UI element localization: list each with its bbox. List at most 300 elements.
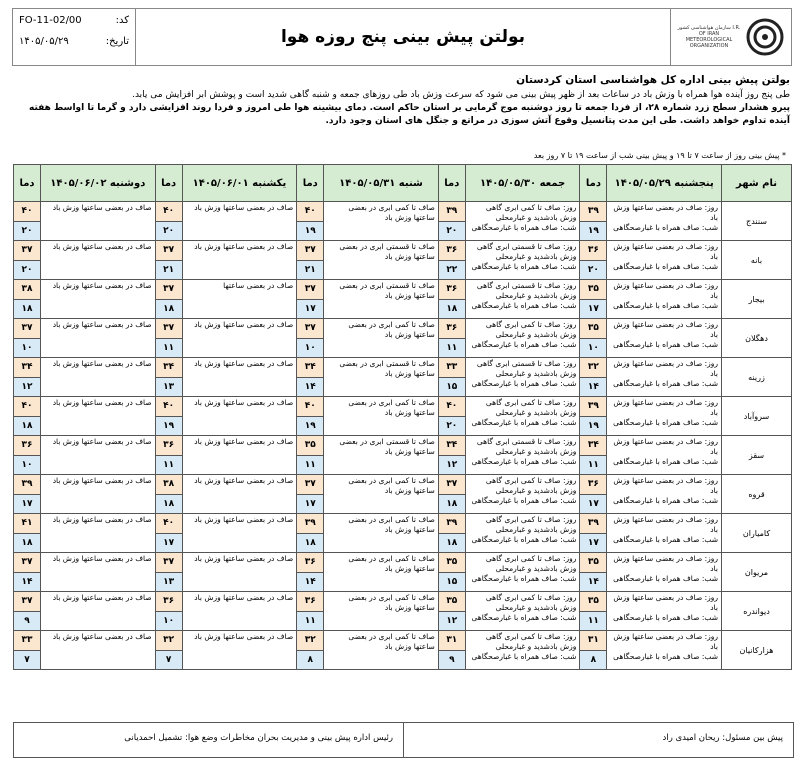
- min-temp: ۱۰: [156, 612, 182, 631]
- min-temp: ۲۱: [156, 261, 182, 280]
- min-temp: ۱۷: [297, 495, 323, 514]
- max-temp: ۳۶: [439, 241, 465, 261]
- forecast-cell: [297, 319, 439, 358]
- forecast-cell: [297, 241, 439, 280]
- forecast-text: روز: صاف تا کمی ابری گاهی وزش بادشدید و غبارمحلی شب: صاف همراه با غبارصحگاهی: [471, 398, 577, 427]
- table-row: [14, 319, 792, 358]
- min-temp: ۱۸: [156, 495, 182, 514]
- forecast-cell: [438, 397, 580, 436]
- min-temp: ۱۲: [14, 378, 40, 397]
- min-temp: ۱۰: [297, 339, 323, 358]
- max-temp: ۴۰: [297, 397, 323, 417]
- forecast-text: صاف در بعضی ساعتها وزش باد: [52, 515, 152, 524]
- table-row: [14, 514, 792, 553]
- forecast-text: صاف تا کمی ابری در بعضی ساعتها وزش باد: [348, 320, 435, 339]
- forecast-cell: [297, 592, 439, 631]
- forecast-text: روز: صاف تا کمی ابری گاهی وزش بادشدید و غبارمحلی شب: صاف همراه با غبارصحگاهی: [471, 632, 577, 661]
- max-temp: ۳۷: [297, 319, 323, 339]
- forecast-text: روز: صاف تا کمی ابری گاهی وزش بادشدید و غبارمحلی شب: صاف همراه با غبارصحگاهی: [471, 593, 577, 622]
- forecast-cell: [580, 241, 722, 280]
- max-temp: ۳۷: [156, 280, 182, 300]
- forecast-cell: [297, 280, 439, 319]
- min-temp: ۱۹: [156, 417, 182, 436]
- max-temp: ۳۸: [14, 280, 40, 300]
- min-temp: ۲۰: [156, 222, 182, 241]
- city-name: سنندج: [722, 202, 792, 241]
- forecast-note: * پیش بینی روز از ساعت ۷ تا ۱۹ و پیش بینی شب از ساعت ۱۹ تا ۷ روز بعد: [533, 151, 786, 160]
- max-temp: ۴۰: [439, 397, 465, 417]
- min-temp: ۱۱: [580, 456, 606, 475]
- forecast-cell: [14, 436, 156, 475]
- min-temp: ۹: [14, 612, 40, 631]
- forecast-text: روز: صاف در بعضی ساعتها وزش باد شب: صاف همراه با غبارصحگاهی: [613, 593, 718, 622]
- min-temp: ۱۷: [580, 495, 606, 514]
- min-temp: ۱۷: [14, 495, 40, 514]
- min-temp: ۱۹: [297, 417, 323, 436]
- max-temp: ۴۰: [14, 397, 40, 417]
- max-temp: ۳۹: [439, 514, 465, 534]
- forecast-text: روز: صاف در بعضی ساعتها وزش باد شب: صاف همراه با غبارصحگاهی: [613, 632, 718, 661]
- city-name: بانه: [722, 241, 792, 280]
- max-temp: ۳۶: [297, 553, 323, 573]
- forecast-text: روز: صاف در بعضی ساعتها وزش باد شب: صاف همراه با غبارصحگاهی: [613, 281, 718, 310]
- forecast-text: روز: صاف تا کمی ابری گاهی وزش بادشدید و غبارمحلی شب: صاف همراه با غبارصحگاهی: [471, 476, 577, 505]
- forecast-text: روز: صاف در بعضی ساعتها وزش باد شب: صاف همراه با غبارصحگاهی: [613, 398, 718, 427]
- table-row: [14, 397, 792, 436]
- forecast-cell: [14, 397, 156, 436]
- forecaster-signature: پیش بین مسئول: ریحان امیدی راد: [662, 733, 783, 743]
- forecast-cell: [155, 475, 297, 514]
- forecast-cell: [438, 553, 580, 592]
- forecast-text: صاف در بعضی ساعتها وزش باد: [52, 320, 152, 329]
- forecast-text: روز: صاف تا کمی ابری گاهی وزش بادشدید و غبارمحلی شب: صاف همراه با غبارصحگاهی: [471, 320, 577, 349]
- forecast-table: [13, 164, 792, 670]
- min-temp: ۱۸: [439, 534, 465, 553]
- city-name: دیواندره: [722, 592, 792, 631]
- table-row: [14, 241, 792, 280]
- forecast-cell: [14, 514, 156, 553]
- forecast-cell: [297, 358, 439, 397]
- day-header: [438, 165, 580, 202]
- min-temp: ۱۰: [14, 456, 40, 475]
- min-temp: ۱۸: [14, 534, 40, 553]
- max-temp: ۳۵: [439, 592, 465, 612]
- day-header: [155, 165, 297, 202]
- max-temp: ۳۲: [297, 631, 323, 651]
- max-temp: ۴۰: [156, 514, 182, 534]
- max-temp: ۳۶: [14, 436, 40, 456]
- forecast-cell: [580, 436, 722, 475]
- bulletin-header: [12, 8, 792, 66]
- max-temp: ۳۵: [580, 592, 606, 612]
- forecast-text: صاف تا کمی ابری در بعضی ساعتها وزش باد: [348, 203, 435, 222]
- max-temp: ۳۳: [14, 631, 40, 651]
- min-temp: ۱۱: [156, 339, 182, 358]
- max-temp: ۳۹: [14, 475, 40, 495]
- city-name: زرینه: [722, 358, 792, 397]
- city-name: دهگلان: [722, 319, 792, 358]
- org-logo: [670, 9, 791, 65]
- min-temp: ۲۰: [14, 222, 40, 241]
- max-temp: ۳۹: [580, 397, 606, 417]
- forecast-cell: [14, 319, 156, 358]
- min-temp: ۱۰: [580, 339, 606, 358]
- max-temp: ۳۵: [439, 553, 465, 573]
- forecast-cell: [14, 280, 156, 319]
- max-temp: ۳۴: [14, 358, 40, 378]
- forecast-cell: [14, 592, 156, 631]
- forecast-cell: [155, 280, 297, 319]
- min-temp: ۱۱: [297, 612, 323, 631]
- min-temp: ۱۸: [156, 300, 182, 319]
- forecast-cell: [14, 631, 156, 670]
- max-temp: ۴۱: [14, 514, 40, 534]
- city-name: بیجار: [722, 280, 792, 319]
- temp-header: دما: [439, 165, 466, 201]
- min-temp: ۱۲: [439, 612, 465, 631]
- max-temp: ۳۷: [439, 475, 465, 495]
- min-temp: ۱۹: [580, 222, 606, 241]
- forecast-text: روز: صاف در بعضی ساعتها وزش باد شب: صاف همراه با غبارصحگاهی: [613, 359, 718, 388]
- min-temp: ۲۲: [439, 261, 465, 280]
- forecast-cell: [580, 202, 722, 241]
- max-temp: ۳۲: [156, 631, 182, 651]
- day-label: دوشنبه ۱۴۰۵/۰۶/۰۲: [50, 177, 146, 189]
- max-temp: ۳۹: [297, 514, 323, 534]
- page-title: بولتن پیش بینی پنج روزه هوا: [280, 27, 526, 47]
- forecast-cell: [580, 592, 722, 631]
- max-temp: ۳۷: [14, 241, 40, 261]
- min-temp: ۱۱: [580, 612, 606, 631]
- forecast-text: صاف در بعضی ساعتها وزش باد: [194, 632, 294, 641]
- city-name: هزارکانیان: [722, 631, 792, 670]
- forecast-text: صاف در بعضی ساعتها وزش باد: [52, 476, 152, 485]
- max-temp: ۴۰: [297, 202, 323, 222]
- table-header-row: [14, 165, 792, 202]
- forecast-text: صاف در بعضی ساعتها وزش باد: [52, 398, 152, 407]
- city-name: قروه: [722, 475, 792, 514]
- min-temp: ۱۸: [14, 300, 40, 319]
- forecast-text: روز: صاف تا قسمتی ابری گاهی وزش بادشدید و غبارمحلی شب: صاف همراه با غبارصحگاهی: [471, 242, 577, 271]
- temp-header: دما: [297, 165, 324, 201]
- forecast-cell: [438, 514, 580, 553]
- forecast-text: صاف در بعضی ساعتها وزش باد: [194, 593, 294, 602]
- min-temp: ۱۴: [297, 573, 323, 592]
- forecast-cell: [155, 514, 297, 553]
- manager-signature: رئیس اداره پیش بینی و مدیریت بحران مخاطرات وضع هوا: تشمیل احمدیانی: [14, 723, 404, 757]
- signature-footer: [13, 722, 794, 758]
- table-row: [14, 631, 792, 670]
- min-temp: ۱۴: [14, 573, 40, 592]
- forecast-text: صاف در بعضی ساعتها وزش باد: [194, 203, 294, 212]
- max-temp: ۳۷: [156, 319, 182, 339]
- city-name: کامیاران: [722, 514, 792, 553]
- max-temp: ۳۷: [14, 319, 40, 339]
- forecast-cell: [580, 397, 722, 436]
- forecast-text: صاف تا قسمتی ابری در بعضی ساعتها وزش باد: [339, 281, 435, 300]
- max-temp: ۳۹: [439, 202, 465, 222]
- forecast-text: روز: صاف تا کمی ابری گاهی وزش بادشدید و غبارمحلی شب: صاف همراه با غبارصحگاهی: [471, 554, 577, 583]
- max-temp: ۳۴: [580, 436, 606, 456]
- max-temp: ۳۴: [439, 436, 465, 456]
- date-value: ۱۴۰۵/۰۵/۲۹: [19, 36, 69, 47]
- max-temp: ۳۵: [297, 436, 323, 456]
- forecast-text: صاف در بعضی ساعتها وزش باد: [52, 593, 152, 602]
- min-temp: ۱۸: [14, 417, 40, 436]
- forecast-cell: [297, 397, 439, 436]
- forecast-table-body: [14, 202, 792, 670]
- forecast-cell: [297, 631, 439, 670]
- forecast-text: صاف در بعضی ساعتها: [223, 281, 294, 290]
- max-temp: ۴۰: [156, 202, 182, 222]
- forecast-cell: [438, 436, 580, 475]
- forecast-cell: [155, 319, 297, 358]
- forecast-text: روز: صاف تا کمی ابری گاهی وزش بادشدید و غبارمحلی شب: صاف همراه با غبارصحگاهی: [471, 515, 577, 544]
- forecast-text: صاف در بعضی ساعتها وزش باد: [52, 359, 152, 368]
- forecast-text: روز: صاف تا قسمتی ابری گاهی وزش بادشدید و غبارمحلی شب: صاف همراه با غبارصحگاهی: [471, 437, 577, 466]
- intro-section: [12, 74, 790, 128]
- min-temp: ۹: [439, 651, 465, 670]
- forecast-cell: [155, 592, 297, 631]
- code-value: FO-11-02/00: [19, 15, 82, 26]
- logo-text: سازمان هواشناسی کشور I.R. OF IRAN METEOROLOGICAL ORGANIZATION: [677, 25, 741, 49]
- min-temp: ۲۱: [297, 261, 323, 280]
- day-label: پنجشنبه ۱۴۰۵/۰۵/۲۹: [614, 177, 714, 189]
- min-temp: ۱۸: [297, 534, 323, 553]
- min-temp: ۲۰: [439, 417, 465, 436]
- max-temp: ۳۹: [580, 514, 606, 534]
- forecast-cell: [297, 553, 439, 592]
- forecast-cell: [14, 553, 156, 592]
- forecast-cell: [297, 202, 439, 241]
- forecast-text: صاف تا کمی ابری در بعضی ساعتها وزش باد: [348, 593, 435, 612]
- forecast-cell: [14, 202, 156, 241]
- min-temp: ۱۴: [580, 573, 606, 592]
- city-name: سروآباد: [722, 397, 792, 436]
- max-temp: ۳۶: [439, 319, 465, 339]
- forecast-cell: [580, 631, 722, 670]
- min-temp: ۱۱: [439, 339, 465, 358]
- forecast-cell: [438, 475, 580, 514]
- forecast-text: صاف تا قسمتی ابری در بعضی ساعتها وزش باد: [339, 359, 435, 378]
- max-temp: ۳۱: [580, 631, 606, 651]
- max-temp: ۳۶: [580, 475, 606, 495]
- min-temp: ۷: [14, 651, 40, 670]
- forecast-cell: [155, 631, 297, 670]
- forecast-text: صاف تا کمی ابری در بعضی ساعتها وزش باد: [348, 515, 435, 534]
- min-temp: ۱۹: [297, 222, 323, 241]
- forecast-cell: [14, 475, 156, 514]
- forecast-cell: [14, 358, 156, 397]
- max-temp: ۳۷: [297, 475, 323, 495]
- forecast-text: صاف در بعضی ساعتها وزش باد: [52, 242, 152, 251]
- forecast-cell: [155, 397, 297, 436]
- min-temp: ۱۷: [297, 300, 323, 319]
- bulletin-page: [4, 4, 796, 774]
- min-temp: ۱۷: [580, 300, 606, 319]
- forecast-cell: [580, 514, 722, 553]
- max-temp: ۳۵: [580, 319, 606, 339]
- intro-line-1: طی پنج روز آینده هوا همراه با وزش باد در ساعات بعد از ظهر پیش بینی می شود که سرعت وزش باد طی روزهای جمعه و شنبه گاهی شدید است و پوشش ابر افزایش می یابد.: [132, 90, 790, 100]
- max-temp: ۳۴: [297, 358, 323, 378]
- max-temp: ۳۷: [14, 553, 40, 573]
- min-temp: ۱۸: [439, 300, 465, 319]
- min-temp: ۲۰: [14, 261, 40, 280]
- forecast-text: روز: صاف تا کمی ابری گاهی وزش بادشدید و غبارمحلی شب: صاف همراه با غبارصحگاهی: [471, 203, 577, 232]
- forecast-text: صاف در بعضی ساعتها وزش باد: [52, 437, 152, 446]
- max-temp: ۳۷: [297, 241, 323, 261]
- forecast-text: صاف در بعضی ساعتها وزش باد: [52, 281, 152, 290]
- max-temp: ۳۳: [439, 358, 465, 378]
- min-temp: ۱۱: [297, 456, 323, 475]
- table-row: [14, 436, 792, 475]
- forecast-text: روز: صاف تا قسمتی ابری گاهی وزش بادشدید و غبارمحلی شب: صاف همراه با غبارصحگاهی: [471, 281, 577, 310]
- max-temp: ۳۶: [156, 436, 182, 456]
- forecast-cell: [297, 475, 439, 514]
- min-temp: ۱۲: [439, 456, 465, 475]
- max-temp: ۳۲: [580, 358, 606, 378]
- forecast-cell: [155, 202, 297, 241]
- max-temp: ۴۰: [14, 202, 40, 222]
- forecast-text: صاف تا قسمتی ابری در بعضی ساعتها وزش باد: [339, 242, 435, 261]
- forecast-cell: [155, 436, 297, 475]
- min-temp: ۱۴: [580, 378, 606, 397]
- min-temp: ۱۳: [156, 378, 182, 397]
- day-label: جمعه ۱۴۰۵/۰۵/۳۰: [479, 177, 566, 189]
- forecast-cell: [580, 358, 722, 397]
- forecast-text: روز: صاف در بعضی ساعتها وزش باد شب: صاف همراه با غبارصحگاهی: [613, 515, 718, 544]
- day-header: [297, 165, 439, 202]
- forecast-cell: [438, 202, 580, 241]
- max-temp: ۳۶: [439, 280, 465, 300]
- forecast-cell: [438, 280, 580, 319]
- day-header: [580, 165, 722, 202]
- max-temp: ۳۵: [580, 553, 606, 573]
- table-row: [14, 358, 792, 397]
- table-row: [14, 202, 792, 241]
- forecast-cell: [438, 319, 580, 358]
- intro-line-2: پیرو هشدار سطح زرد شماره ۲۸، از فردا جمعه تا روز دوشنبه موج گرمایی بر استان حاکم است. دمای بیشینه هوا طی امروز و فردا روند افزایشی دارد و گرما تا اواسط هفته آینده تداوم خواهد داشت. طی این مدت پتانسیل وقوع آتش سوزی در مراتع و جنگل های استان وجود دارد.: [28, 103, 790, 126]
- max-temp: ۳۷: [156, 553, 182, 573]
- min-temp: ۱۷: [156, 534, 182, 553]
- forecast-cell: [14, 241, 156, 280]
- min-temp: ۷: [156, 651, 182, 670]
- forecast-text: صاف تا کمی ابری در بعضی ساعتها وزش باد: [348, 554, 435, 573]
- forecast-cell: [297, 514, 439, 553]
- max-temp: ۳۷: [297, 280, 323, 300]
- min-temp: ۱۷: [580, 534, 606, 553]
- forecast-text: روز: صاف در بعضی ساعتها وزش باد شب: صاف همراه با غبارصحگاهی: [613, 476, 718, 505]
- max-temp: ۳۶: [580, 241, 606, 261]
- max-temp: ۳۶: [297, 592, 323, 612]
- max-temp: ۴۰: [156, 397, 182, 417]
- forecast-cell: [580, 319, 722, 358]
- table-row: [14, 280, 792, 319]
- table-row: [14, 475, 792, 514]
- max-temp: ۳۸: [156, 475, 182, 495]
- min-temp: ۱۵: [439, 378, 465, 397]
- forecast-cell: [438, 241, 580, 280]
- max-temp: ۳۶: [156, 592, 182, 612]
- table-row: [14, 553, 792, 592]
- max-temp: ۳۷: [156, 241, 182, 261]
- forecast-cell: [297, 436, 439, 475]
- temp-header: دما: [580, 165, 607, 201]
- min-temp: ۱۸: [439, 495, 465, 514]
- forecast-text: صاف تا قسمتی ابری در بعضی ساعتها وزش باد: [339, 437, 435, 456]
- min-temp: ۱۱: [156, 456, 182, 475]
- min-temp: ۱۳: [156, 573, 182, 592]
- forecast-text: روز: صاف در بعضی ساعتها وزش باد شب: صاف همراه با غبارصحگاهی: [613, 242, 718, 271]
- min-temp: ۲۰: [580, 261, 606, 280]
- day-label: شنبه ۱۴۰۵/۰۵/۳۱: [339, 177, 423, 189]
- forecast-cell: [155, 553, 297, 592]
- forecast-text: صاف در بعضی ساعتها وزش باد: [194, 398, 294, 407]
- date-label: تاریخ:: [105, 36, 129, 47]
- forecast-text: صاف تا کمی ابری در بعضی ساعتها وزش باد: [348, 476, 435, 495]
- max-temp: ۳۵: [580, 280, 606, 300]
- forecast-cell: [580, 280, 722, 319]
- doc-meta: [13, 9, 136, 65]
- max-temp: ۳۷: [14, 592, 40, 612]
- forecast-text: صاف در بعضی ساعتها وزش باد: [194, 437, 294, 446]
- forecast-text: روز: صاف در بعضی ساعتها وزش باد شب: صاف همراه با غبارصحگاهی: [613, 437, 718, 466]
- intro-title: بولتن پیش بینی اداره کل هواشناسی استان کردستان: [516, 74, 790, 86]
- forecast-cell: [438, 631, 580, 670]
- forecast-text: روز: صاف در بعضی ساعتها وزش باد شب: صاف همراه با غبارصحگاهی: [613, 320, 718, 349]
- min-temp: ۱۹: [580, 417, 606, 436]
- min-temp: ۱۴: [297, 378, 323, 397]
- forecast-cell: [155, 358, 297, 397]
- forecast-text: صاف در بعضی ساعتها وزش باد: [52, 554, 152, 563]
- min-temp: ۸: [297, 651, 323, 670]
- forecast-text: صاف تا کمی ابری در بعضی ساعتها وزش باد: [348, 398, 435, 417]
- forecast-text: صاف تا کمی ابری در بعضی ساعتها وزش باد: [348, 632, 435, 651]
- table-row: [14, 592, 792, 631]
- code-label: کد:: [115, 15, 129, 26]
- temp-header: دما: [14, 165, 41, 201]
- forecast-text: روز: صاف در بعضی ساعتها وزش باد شب: صاف همراه با غبارصحگاهی: [613, 203, 718, 232]
- temp-header: دما: [156, 165, 183, 201]
- max-temp: ۳۹: [580, 202, 606, 222]
- max-temp: ۳۱: [439, 631, 465, 651]
- city-name: سقز: [722, 436, 792, 475]
- min-temp: ۱۵: [439, 573, 465, 592]
- city-column-header: نام شهر: [722, 165, 792, 202]
- forecast-cell: [580, 475, 722, 514]
- day-label: یکشنبه ۱۴۰۵/۰۶/۰۱: [192, 177, 287, 189]
- forecast-cell: [155, 241, 297, 280]
- min-temp: ۱۰: [14, 339, 40, 358]
- day-header: [14, 165, 156, 202]
- forecast-text: صاف در بعضی ساعتها وزش باد: [194, 359, 294, 368]
- forecast-cell: [438, 358, 580, 397]
- min-temp: ۲۰: [439, 222, 465, 241]
- forecast-text: صاف در بعضی ساعتها وزش باد: [194, 554, 294, 563]
- forecast-text: صاف در بعضی ساعتها وزش باد: [194, 320, 294, 329]
- forecast-cell: [438, 592, 580, 631]
- forecast-text: روز: صاف در بعضی ساعتها وزش باد شب: صاف همراه با غبارصحگاهی: [613, 554, 718, 583]
- forecast-cell: [580, 553, 722, 592]
- forecast-text: صاف در بعضی ساعتها وزش باد: [194, 242, 294, 251]
- meteorology-logo-icon: [745, 17, 785, 57]
- min-temp: ۸: [580, 651, 606, 670]
- forecast-text: صاف در بعضی ساعتها وزش باد: [194, 515, 294, 524]
- forecast-text: صاف در بعضی ساعتها وزش باد: [194, 476, 294, 485]
- forecast-text: صاف در بعضی ساعتها وزش باد: [52, 203, 152, 212]
- city-name: مریوان: [722, 553, 792, 592]
- max-temp: ۳۴: [156, 358, 182, 378]
